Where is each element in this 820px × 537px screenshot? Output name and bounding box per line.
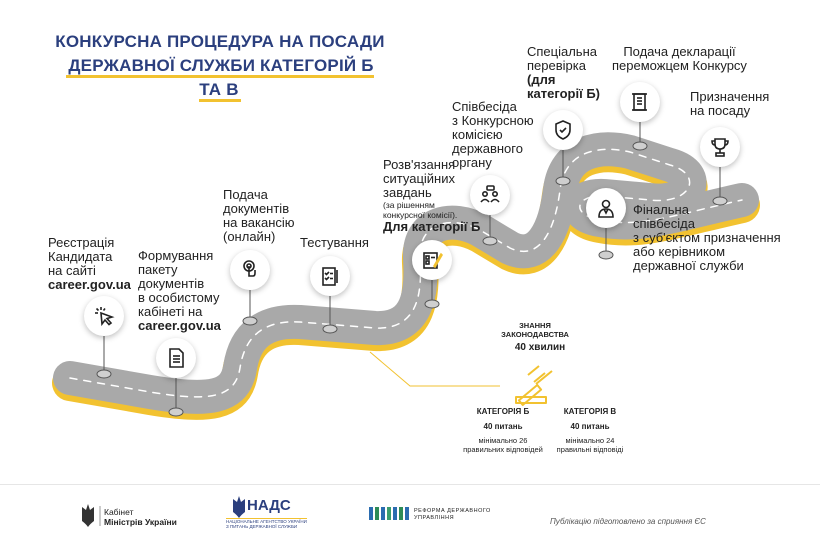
title-line-1: КОНКУРСНА ПРОЦЕДУРА НА ПОСАДИ [55,32,385,51]
step-final-label: Фінальна співбесіда з суб'єктом призначення або керівником державної служби [633,202,781,273]
law-heading: ЗНАННЯ ЗАКОНОДАВСТВА [501,321,569,339]
checklist-icon [310,256,350,296]
law-time: 40 хвилин [514,342,566,353]
cat-b-label: КАТЕГОРІЯ Б [476,407,530,416]
cabinet-logo-text: Кабінет Міністрів України [104,507,177,527]
cat-b-min: мінімально 26 правильних відповідей [463,436,543,454]
nads-subtitle: НАЦІОНАЛЬНЕ АГЕНТСТВО УКРАЇНИ З ПИТАНЬ ДЕРЖАВНОЇ СЛУЖБИ [226,519,307,529]
cat-v-min: мінімально 24 правильні відповіді [556,436,624,454]
step-situational-label: Розв'язання ситуаційних завдань (за рішенням конкурсної комісії). Для категорії Б [383,157,481,234]
document-icon [156,338,196,378]
step-appointment-label: Призначення на посаду [690,89,770,118]
step-special-label: Спеціальна перевірка (для категорії Б) [527,44,601,101]
nads-logo-text: НАДС [247,497,291,514]
step-forming-label: Формування пакету документів в особистому кабінеті на career.gov.ua [138,248,221,333]
scroll-declaration-icon [620,82,660,122]
career-link-2[interactable]: career.gov.ua [138,318,221,333]
cat-v-label: КАТЕГОРІЯ В [563,407,617,416]
official-person-icon [586,188,626,228]
reform-logo-icon [369,507,409,520]
shield-check-icon [543,110,583,150]
nads-trident-icon [233,496,245,518]
footer-divider [0,484,820,485]
step-declaration-label: Подача декларації переможцем Конкурсу [612,44,747,73]
title-line-2: ДЕРЖАВНОЇ СЛУЖБИ КАТЕГОРІЙ Б ТА В [66,56,373,102]
gavel-icon [516,366,552,405]
step-testing-label: Тестування [300,235,369,250]
cursor-click-icon [84,296,124,336]
step-registration-label: Реєстрація Кандидата на сайті career.gov.ua [48,235,131,292]
cat-v-questions: 40 питань [570,422,610,431]
task-writing-icon [412,240,452,280]
reform-logo-text: РЕФОРМА ДЕРЖАВНОГО УПРАВЛІННЯ [414,508,491,521]
eu-support-note: Публікацію підготовлено за сприяння ЄС [550,517,706,526]
step-interview-label: Співбесіда з Конкурсною комісією державного органу [452,99,534,170]
touch-finger-icon [230,250,270,290]
step-submission-label: Подача документів на вакансію (онлайн) [223,187,295,244]
trophy-icon [700,127,740,167]
cat-b-questions: 40 питань [483,422,523,431]
career-link[interactable]: career.gov.ua [48,277,131,292]
coat-of-arms-icon [82,504,94,527]
